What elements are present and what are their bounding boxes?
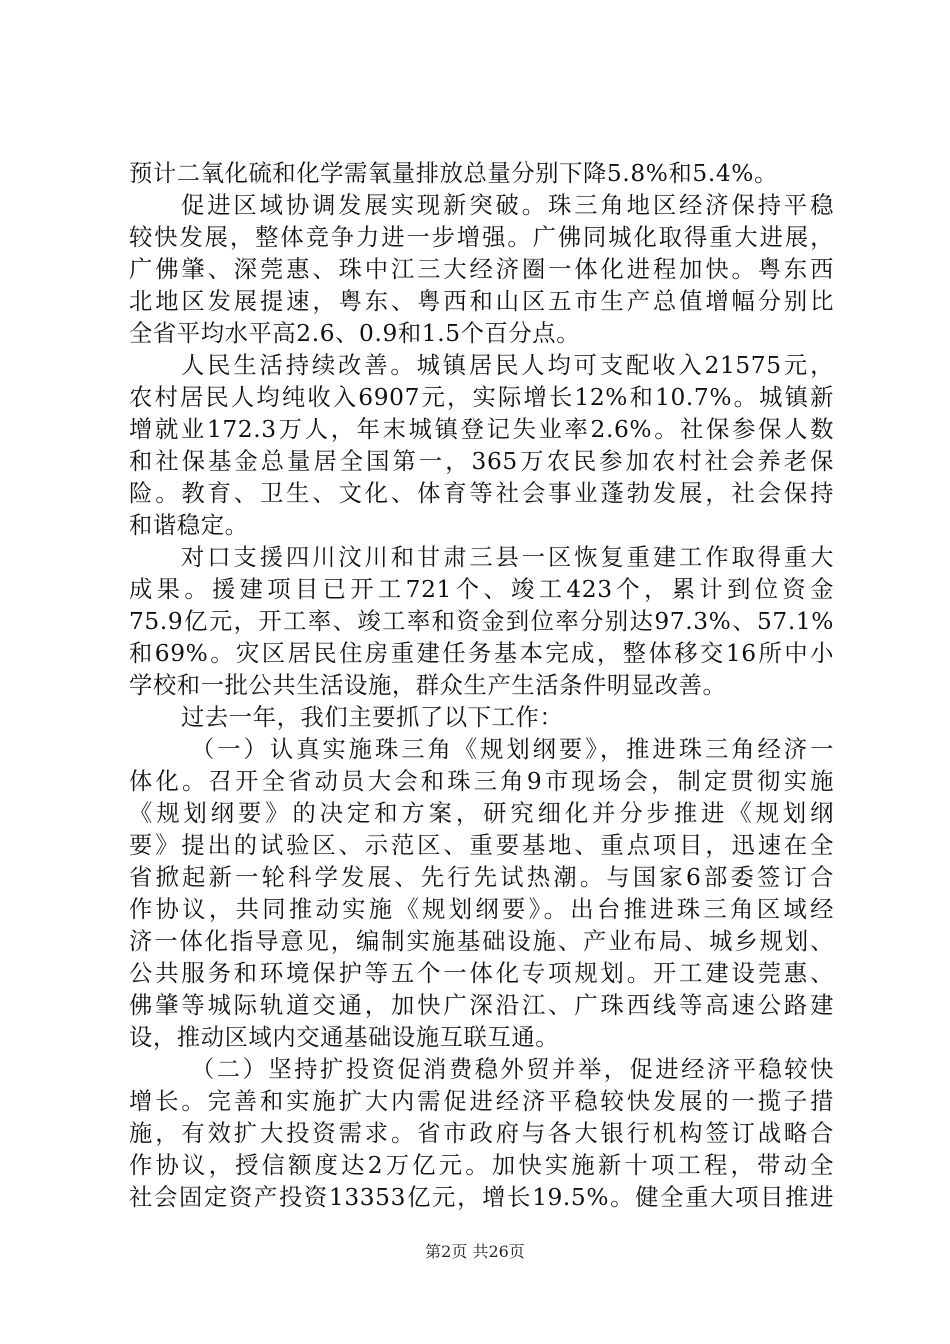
text-line: 较快发展，整体竞争力进一步增强。广佛同城化取得重大进展，	[129, 224, 834, 251]
text-line: 全省平均水平高2.6、0.9和1.5个百分点。	[129, 320, 581, 347]
text-line: 险。教育、卫生、文化、体育等社会事业蓬勃发展，社会保持	[129, 480, 834, 507]
text-line: 人民生活持续改善。城镇居民人均可支配收入21575元，	[181, 352, 834, 379]
text-line: 佛肇等城际轨道交通，加快广深沿江、广珠西线等高速公路建	[129, 992, 834, 1019]
text-line: 设，推动区域内交通基础设施互联互通。	[129, 1024, 560, 1051]
text-line: 和社保基金总量居全国第一，365万农民参加农村社会养老保	[129, 448, 834, 475]
text-line: 《规划纲要》的决定和方案，研究细化并分步推进《规划纲	[129, 800, 834, 827]
text-line: 济一体化指导意见，编制实施基础设施、产业布局、城乡规划、	[129, 928, 834, 955]
text-line: 作协议，共同推动实施《规划纲要》。出台推进珠三角区域经	[129, 896, 834, 923]
text-line: 成果。援建项目已开工721个、竣工423个，累计到位资金	[129, 576, 834, 603]
text-line: （二）坚持扩投资促消费稳外贸并举，促进经济平稳较快	[191, 1056, 834, 1083]
document-body	[129, 158, 834, 1214]
text-line: 学校和一批公共生活设施，群众生产生活条件明显改善。	[129, 672, 727, 699]
text-line: 社会固定资产投资13353亿元，增长19.5%。健全重大项目推进	[129, 1184, 834, 1211]
text-line: 预计二氧化硫和化学需氧量排放总量分别下降5.8%和5.4%。	[129, 160, 778, 187]
text-line: 公共服务和环境保护等五个一体化专项规划。开工建设莞惠、	[129, 960, 834, 987]
text-line: 过去一年，我们主要抓了以下工作：	[181, 704, 564, 731]
text-line: 对口支援四川汶川和甘肃三县一区恢复重建工作取得重大	[181, 544, 834, 571]
text-line: 作协议，授信额度达2万亿元。加快实施新十项工程，带动全	[129, 1152, 834, 1179]
text-line: 农村居民人均纯收入6907元，实际增长12%和10.7%。城镇新	[129, 384, 834, 411]
text-line: 增长。完善和实施扩大内需促进经济平稳较快发展的一揽子措	[129, 1088, 834, 1115]
text-line: 和69%。灾区居民住房重建任务基本完成，整体移交16所中小	[129, 640, 834, 667]
page-number-footer: 第2页 共26页	[425, 1242, 525, 1261]
text-line: 体化。召开全省动员大会和珠三角9市现场会，制定贯彻实施	[129, 768, 834, 795]
text-line: 促进区域协调发展实现新突破。珠三角地区经济保持平稳	[181, 192, 834, 219]
text-line: 施，有效扩大投资需求。省市政府与各大银行机构签订战略合	[129, 1120, 834, 1147]
text-line: 75.9亿元，开工率、竣工率和资金到位率分别达97.3%、57.1%	[129, 608, 834, 635]
text-line: 增就业172.3万人，年末城镇登记失业率2.6%。社保参保人数	[129, 416, 834, 443]
text-line: 要》提出的试验区、示范区、重要基地、重点项目，迅速在全	[129, 832, 834, 859]
text-line: （一）认真实施珠三角《规划纲要》，推进珠三角经济一	[191, 736, 834, 763]
text-line: 北地区发展提速，粤东、粤西和山区五市生产总值增幅分别比	[129, 288, 834, 315]
text-line: 广佛肇、深莞惠、珠中江三大经济圈一体化进程加快。粤东西	[129, 256, 834, 283]
text-line: 省掀起新一轮科学发展、先行先试热潮。与国家6部委签订合	[129, 864, 834, 891]
text-line: 和谐稳定。	[129, 512, 249, 539]
